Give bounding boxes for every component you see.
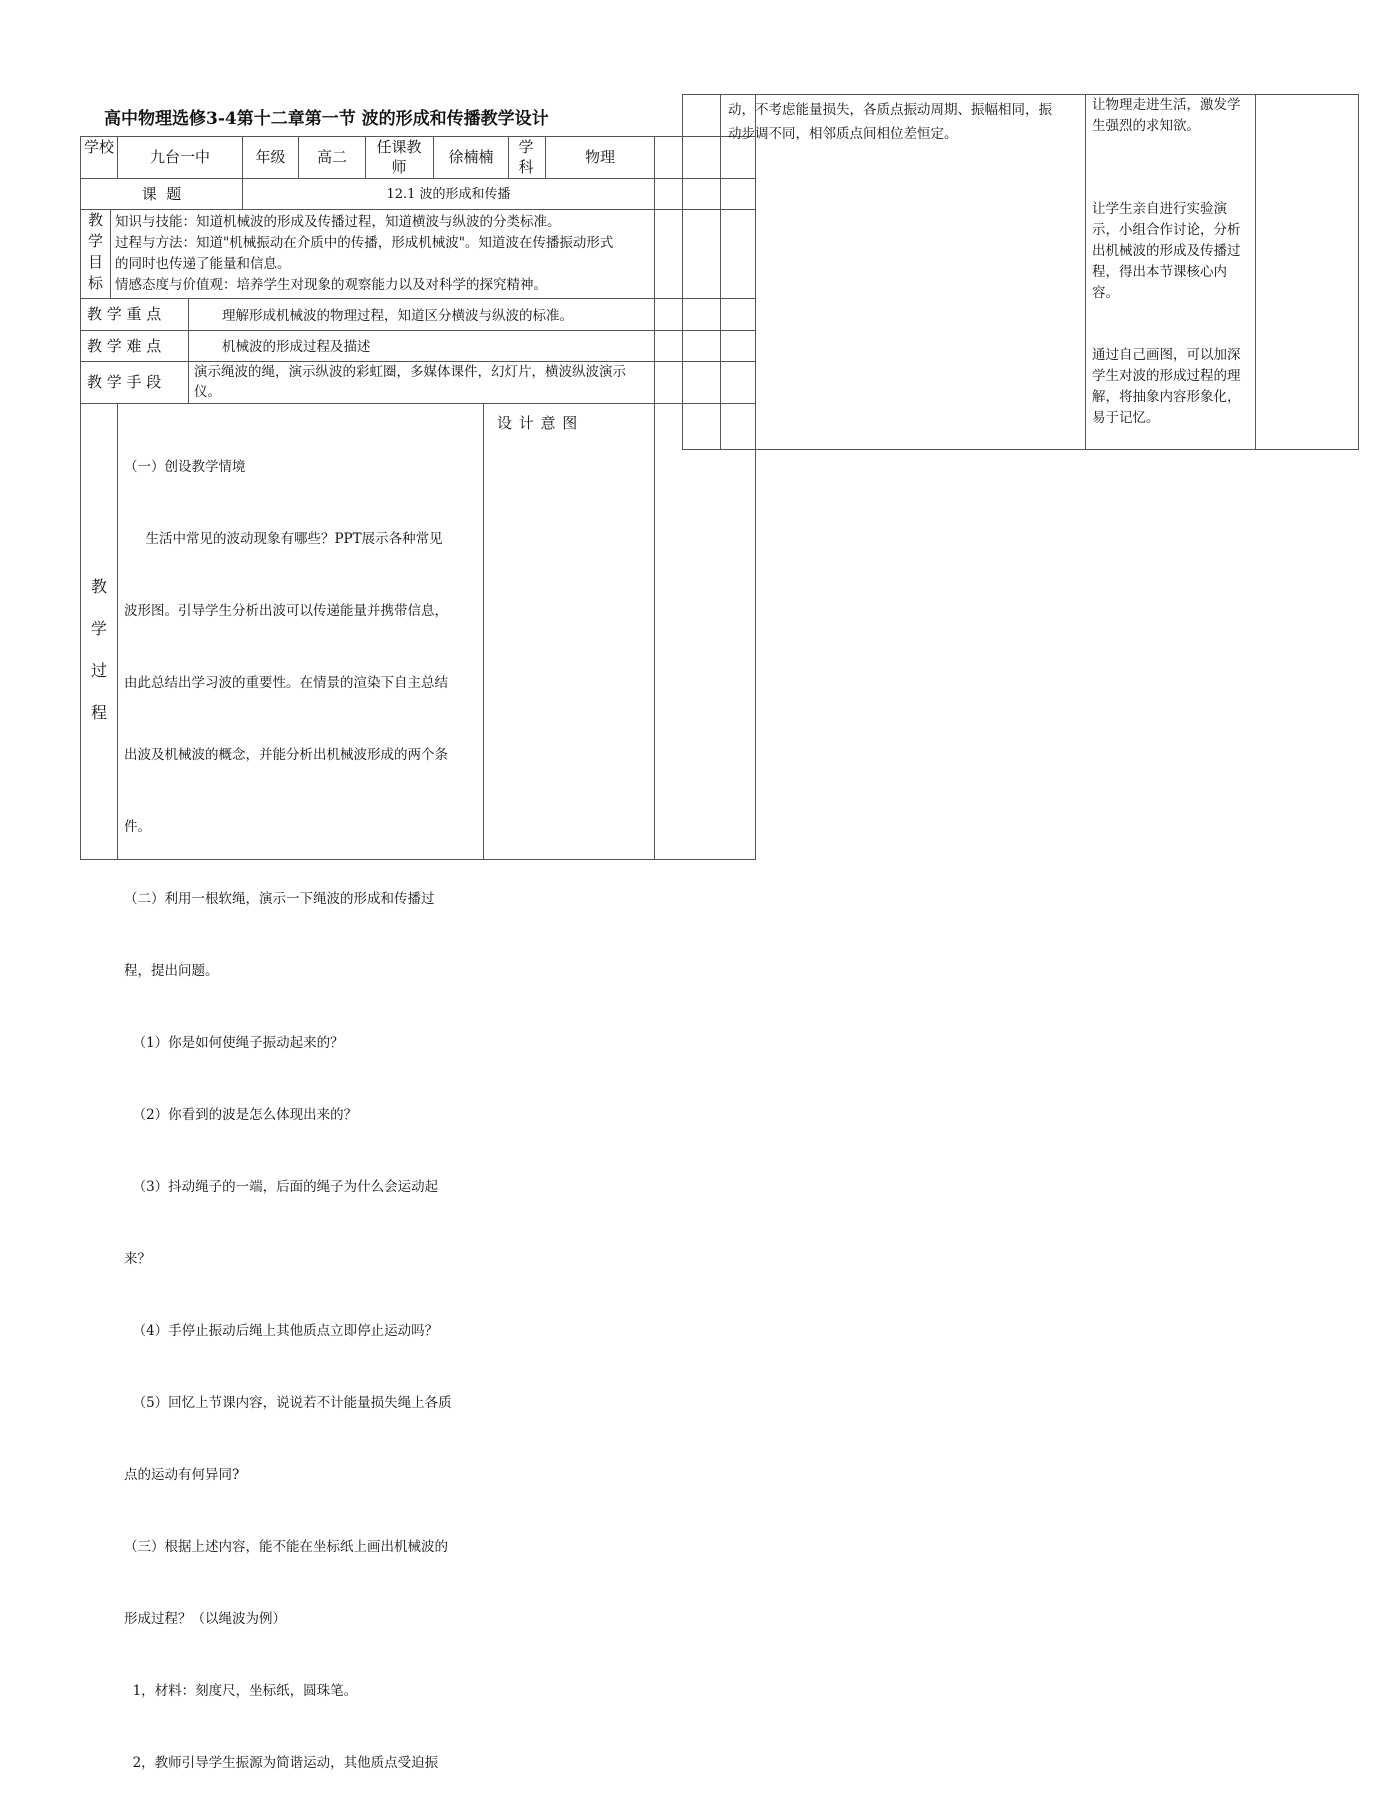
key-points-value: 理解形成机械波的物理过程，知道区分横波与纵波的标准。 xyxy=(222,308,573,324)
goals-text: 知识与技能：知道机械波的形成及传播过程，知道横波与纵波的分类标准。 过程与方法：知道"机械振动在介质中的传播，形成机械波"。知道波在传播振动形式 的同时也传递了能量和信息。 情感态度与价值观：培养学生对现象的观察能力以及对科学的探究精神。 xyxy=(115,214,614,293)
design-intent-2: 让学生亲自进行实验演 示，小组合作讨论，分析 出机械波的形成及传播过 程，得出本节课核心内 容。 xyxy=(1092,201,1241,301)
topic-value: 12.1 波的形成和传播 xyxy=(386,187,511,202)
continuation-text: 动，不考虑能量损失，各质点振动周期、振幅相同，振 动步调不同，相邻质点间相位差恒定。 xyxy=(728,102,1052,142)
subject-value: 物理 xyxy=(584,148,615,166)
process-text: （一）创设教学情境 生活中常见的波动现象有哪些？PPT展示各种常见 波形图。引导学生分析出波可以传递能量并携带信息， 由此总结出学习波的重要性。在情景的渲染下自主总结 出波及机械波的概念，并能分析出机械波形成的两个条 件。 （二）利用一根软绳，演示一下绳波的形成和传播过 程，提出问题。 （1）你是如何使绳子振动起来的？ （2）你看到的波是怎么体现出来的？ （3）抖动绳子的一端，后面的绳子为什么会运动起 来？ （4）手停止振动后绳上其他质点立即停止运动吗？ （5）回忆上节课内容，说说若不计能量损失绳上各质 点的运动有何异同? （三）根据上述内容，能不能在坐标纸上画出机械波的 形成过程？（以绳波为例） 1，材料：刻度尺，坐标纸，圆珠笔。 2，教师引导学生振源为简谐运动，其他质点受迫振 xyxy=(124,459,452,1771)
difficulties-value: 机械波的形成过程及描述 xyxy=(222,339,371,355)
school-label: 学校 xyxy=(83,138,114,156)
goals-label: 教 学 目 标 xyxy=(87,211,103,292)
school-value: 九台一中 xyxy=(149,148,210,166)
difficulties-label: 教 学 难 点 xyxy=(87,337,162,355)
teacher-value: 徐楠楠 xyxy=(448,148,494,166)
grade-label: 年级 xyxy=(255,148,286,166)
design-intent-3: 通过自己画图，可以加深 学生对波的形成过程的理 解，将抽象内容形象化， 易于记忆。 xyxy=(1092,347,1241,426)
design-intent-label: 设 计 意 图 xyxy=(497,414,579,432)
methods-label: 教 学 手 段 xyxy=(87,373,162,391)
methods-text: 演示绳波的绳，演示纵波的彩虹圈，多媒体课件，幻灯片，横波纵波演示 仪。 xyxy=(194,364,626,400)
grade-value: 高二 xyxy=(316,148,347,166)
key-points-label: 教 学 重 点 xyxy=(87,305,162,323)
document-title: 高中物理选修3-4第十二章第一节 波的形成和传播教学设计 xyxy=(104,109,549,129)
topic-label: 课 题 xyxy=(141,185,182,203)
process-label: 教 学 过 程 xyxy=(90,577,107,722)
teacher-label: 任课教师 xyxy=(376,138,422,176)
design-intent-1: 让物理走进生活，激发学 生强烈的求知欲。 xyxy=(1092,97,1241,134)
subject-label: 学科 xyxy=(518,138,534,176)
